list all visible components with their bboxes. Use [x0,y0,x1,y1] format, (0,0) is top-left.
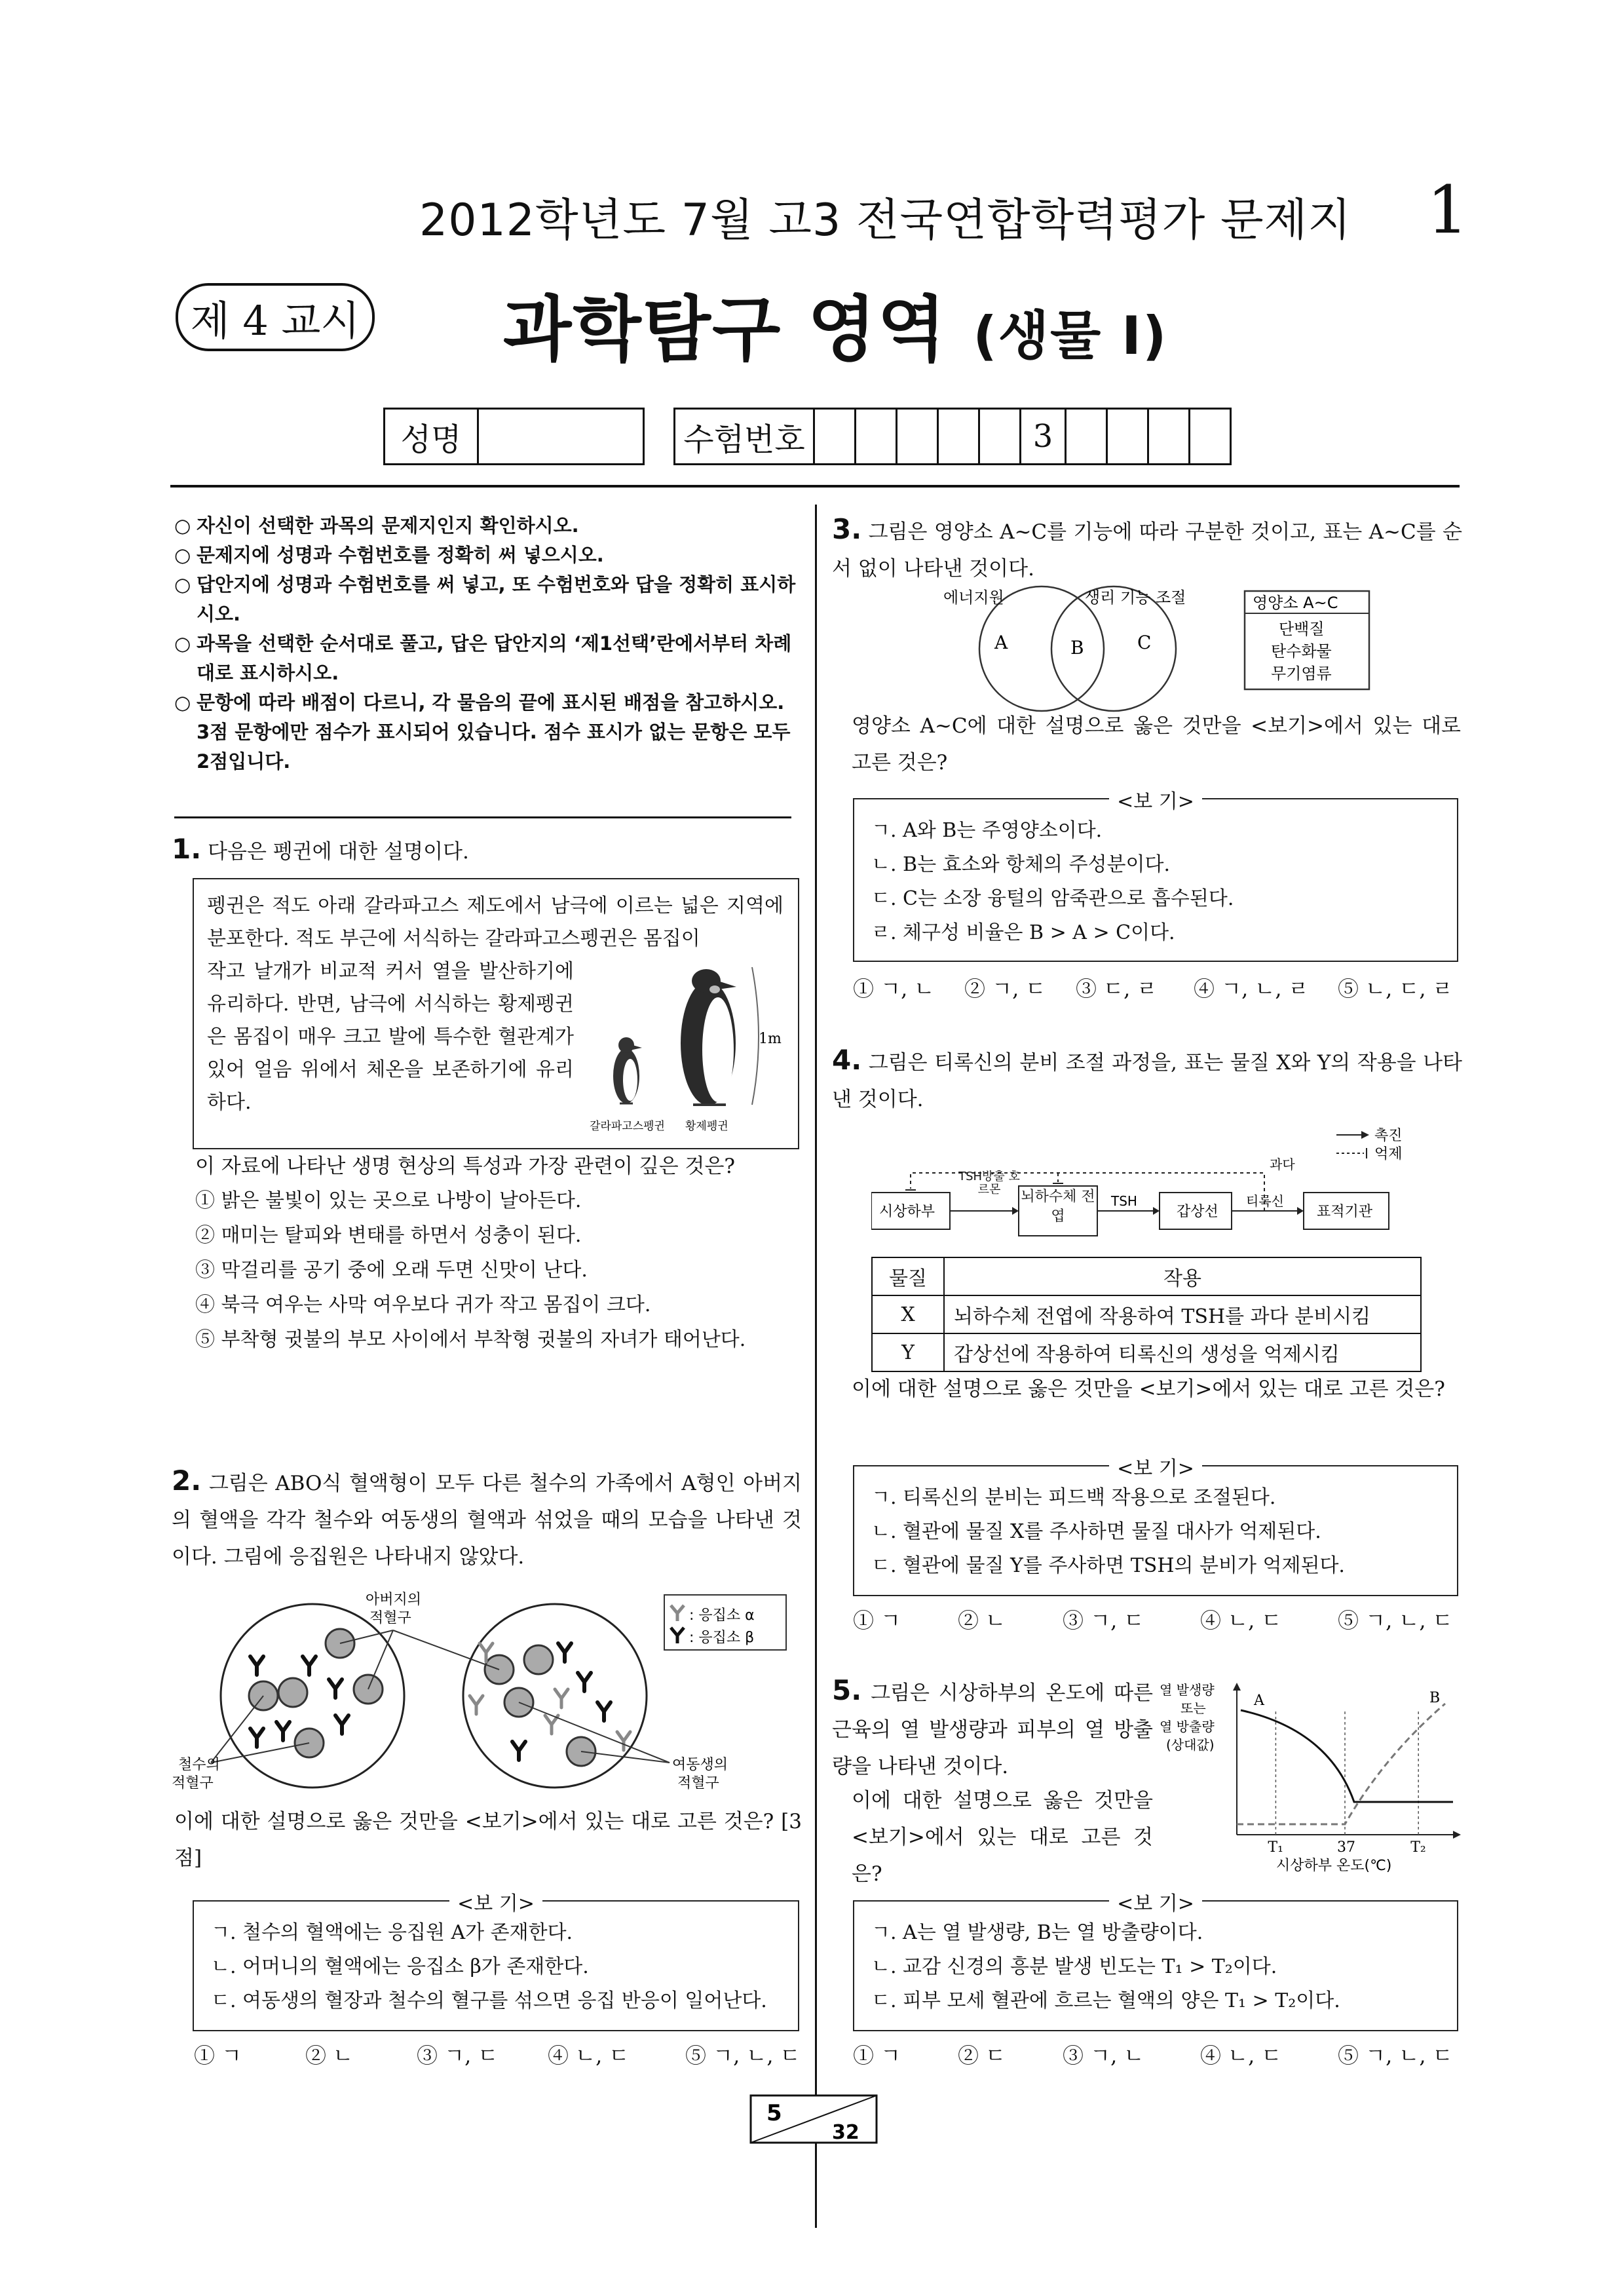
q1-option[interactable]: ④ 북극 여우는 사막 여우보다 귀가 작고 몸집이 크다. [195,1293,651,1316]
q1-fig-label-2: 황제펭귄 [685,1120,728,1133]
q3-table-head: 영양소 A~C [1253,594,1338,612]
q2-bogi-title: <보 기> [449,1892,542,1915]
q4-stem [832,1042,1462,1118]
q2-legend-beta: : 응집소 β [689,1630,755,1646]
instruction-item: ○ 과목을 선택한 순서대로 풀고, 답은 답안지의 ‘제1선택’란에서부터 차례대로 표시하시오. [174,629,803,688]
exam-number-cell[interactable] [1066,409,1107,465]
q2-question: 이에 대한 설명으로 옳은 것만을 <보기>에서 있는 대로 고른 것은? [3점] [174,1810,802,1870]
q2-fig-sister: 여동생의 [672,1757,728,1773]
q4-table-value: 뇌하수체 전엽에 작용하여 TSH를 과다 분비시킴 [944,1295,1421,1333]
q2-option[interactable]: ① ㄱ [194,2043,242,2068]
exam-number-cell[interactable] [814,409,856,465]
q3-bogi-item: ㄹ. 체구성 비율은 B > A > C이다. [871,921,1175,944]
subject-title [503,273,1168,374]
q2-option[interactable]: ② ㄴ [305,2043,354,2068]
chart-ylabel-line: (상대값) [1166,1737,1215,1753]
arrow-label: TSH방출 호르몬 [958,1170,1020,1196]
subject-sub: (생물 Ⅰ) [973,305,1168,366]
q2-number: 2. [172,1464,202,1497]
q5-chart [1158,1677,1466,1887]
arrow-label: 티록신 [1246,1193,1284,1209]
q2-option[interactable]: ⑤ ㄱ, ㄴ, ㄷ [685,2043,801,2068]
q1-fig-height: 1m [759,1031,782,1047]
q4-option[interactable]: ⑤ ㄱ, ㄴ, ㄷ [1338,1608,1453,1633]
exam-number-cell[interactable] [1148,409,1190,465]
page-current: 5 [766,2100,782,2126]
q2-bogi-item: ㄷ. 여동생의 혈장과 철수의 혈구를 섞으면 응집 반응이 일어난다. [211,1989,767,2012]
q4-option[interactable]: ② ㄴ [958,1608,1006,1633]
legend-promote: 촉진 [1374,1128,1403,1144]
q3-number: 3. [832,513,862,545]
q3-table-item: 탄수화물 [1271,642,1332,660]
exam-number-digit: 3 [1021,409,1066,465]
q3-options [853,972,1453,1003]
q5-stem [832,1672,1153,1785]
chart-y-arrow [1233,1683,1241,1691]
agglutination-figure [172,1591,807,1801]
q3-bogi-box [853,790,1458,962]
q4-options [853,1604,1453,1634]
q3-table-item: 단백질 [1279,620,1325,638]
arrow-label: TSH [1111,1193,1137,1209]
q4-stem-text: 그림은 티록신의 분비 조절 과정을, 표는 물질 X와 Y의 작용을 나타낸 것이다. [832,1051,1462,1111]
q2-options [194,2039,801,2069]
venn-c: C [1137,632,1152,653]
q5-option[interactable]: ① ㄱ [853,2043,901,2068]
q1-stem-text: 다음은 펭귄에 대한 설명이다. [208,840,469,864]
thyroxine-flow-diagram [871,1120,1461,1252]
q3-bogi-item: ㄱ. A와 B는 주영양소이다. [871,819,1103,842]
q4-bogi-item: ㄷ. 혈관에 물질 Y를 주사하면 TSH의 분비가 억제된다. [871,1554,1345,1577]
chart-series-b-label: B [1429,1690,1441,1706]
q3-bogi-item: ㄷ. C는 소장 융털의 암죽관으로 흡수된다. [871,887,1234,910]
exam-number-cell[interactable] [856,409,897,465]
exam-number-label: 수험번호 [675,409,814,465]
exam-number-box [673,408,1232,465]
instruction-item: ○ 답안지에 성명과 수험번호를 써 넣고, 또 수험번호와 답을 정확히 표시하시오. [174,570,803,629]
q3-option[interactable]: ④ ㄱ, ㄴ, ㄹ [1194,976,1309,1001]
venn-a: A [994,632,1008,653]
chart-ylabel-line: 열 방출량 [1160,1719,1215,1734]
page-number: 1 [1427,172,1469,248]
q1-option[interactable]: ② 매미는 탈피와 변태를 하면서 성충이 된다. [195,1224,582,1247]
beta-antibody-icon [671,1628,684,1643]
q3-question: 영양소 A~C에 대한 설명으로 옳은 것만을 <보기>에서 있는 대로 고른 것은? [852,714,1461,775]
name-field[interactable] [478,409,644,465]
exam-number-cell[interactable] [1107,409,1148,465]
q3-stem [832,511,1462,587]
q5-bogi-item: ㄴ. 교감 신경의 흥분 발생 빈도는 T₁ > T₂이다. [871,1955,1277,1978]
q5-number: 5. [832,1674,862,1706]
chart-series-a-line [1241,1710,1453,1802]
q5-stem-text: 그림은 시상하부의 온도에 따른 근육의 열 발생량과 피부의 열 방출량을 나타낸 것이다. [832,1681,1154,1778]
q1-options [195,1183,746,1357]
flow-node: 표적기관 [1317,1204,1373,1220]
name-label: 성명 [385,409,478,465]
q5-bogi-title: <보 기> [1109,1892,1202,1915]
galapagos-penguin-icon [613,1037,642,1103]
q1-option[interactable]: ① 밝은 불빛이 있는 곳으로 나방이 날아든다. [195,1189,582,1212]
q4-bogi-title: <보 기> [1109,1457,1202,1480]
instruction-item: ○ 문제지에 성명과 수험번호를 정확히 써 넣으시오. [174,541,803,570]
q1-question: 이 자료에 나타난 생명 현상의 특성과 가장 관련이 깊은 것은? [195,1155,736,1178]
flow-node: 뇌하수체 전엽 [1021,1189,1095,1225]
q1-number: 1. [172,833,202,865]
mix-circle-sister [463,1604,647,1788]
venn-b: B [1070,637,1084,659]
q2-legend-alpha: : 응집소 α [689,1607,755,1624]
q2-bogi-box [193,1892,799,2031]
q3-stem-text: 그림은 영양소 A~C를 기능에 따라 구분한 것이고, 표는 A~C를 순서 없이 나타낸 것이다. [832,520,1462,581]
q4-option[interactable]: ④ ㄴ, ㄷ [1200,1608,1282,1633]
subject-name: 과학탐구 영역 [503,289,947,371]
q2-fig-cheolsu2: 적혈구 [172,1775,214,1791]
q1-passage-b: 작고 날개가 비교적 커서 열을 발산하기에 유리하다. 반면, 남극에 서식하는 황제펭귄은 몸집이 매우 크고 발에 특수한 혈관계가 있어 얼음 위에서 체온을 보존하기에 유리하다. [207,960,574,1114]
q3-bogi-title: <보 기> [1109,790,1202,813]
q1-passage-box [193,878,799,1149]
session-label: 제 4 교시 [190,296,360,345]
exam-number-cell[interactable] [1190,409,1231,465]
chart-series-a-label: A [1254,1693,1264,1709]
q4-bogi-item: ㄱ. 티록신의 분비는 피드백 작용으로 조절된다. [871,1486,1276,1509]
header-divider [170,485,1460,488]
q4-table-key: X [872,1295,944,1333]
q1-passage-a: 펭귄은 적도 아래 갈라파고스 제도에서 남극에 이르는 넓은 지역에 분포한다. 적도 부근에 서식하는 갈라파고스펭귄은 몸집이 [207,894,784,950]
q4-bogi-item: ㄴ. 혈관에 물질 X를 주사하면 물질 대사가 억제된다. [871,1520,1321,1543]
instruction-item: ○ 문항에 따라 배점이 다르니, 각 물음의 끝에 표시된 배점을 참고하시오. 3점 문항에만 점수가 표시되어 있습니다. 점수 표시가 없는 문항은 모두 2점입니다. [174,688,803,776]
q2-stem-text: 그림은 ABO식 혈액형이 모두 다른 철수의 가족에서 A형인 아버지의 혈액을 각각 철수와 여동생의 혈액과 섞었을 때의 모습을 나타낸 것이다. 그림에 응집원은 나타내지 않았다. [172,1472,802,1569]
q3-table-item: 무기염류 [1271,664,1332,683]
q2-fig-father2: 적혈구 [369,1610,411,1626]
q3-option[interactable]: ① ㄱ, ㄴ [853,976,935,1001]
emperor-penguin-icon [681,969,736,1105]
legend-inhibit: 억제 [1374,1146,1403,1162]
exam-number-cell[interactable] [897,409,938,465]
column-divider [815,505,817,2228]
q1-option[interactable]: ⑤ 부착형 귓불의 부모 사이에서 부착형 귓불의 자녀가 태어난다. [195,1328,746,1351]
q3-option[interactable]: ② ㄱ, ㄷ [964,976,1046,1001]
flow-node: 시상하부 [879,1204,935,1220]
q2-bogi-item: ㄴ. 어머니의 혈액에는 응집소 β가 존재한다. [211,1955,589,1978]
q2-fig-cheolsu: 철수의 [178,1757,220,1773]
chart-tick-label: T₁ [1268,1839,1283,1856]
excess-label: 과다 [1270,1157,1295,1172]
q4-table [871,1257,1422,1372]
session-badge [176,283,375,351]
q5-options [853,2039,1453,2069]
q4-table-header: 작용 [944,1257,1421,1295]
q3-bogi-item: ㄴ. B는 효소와 항체의 주성분이다. [871,853,1171,876]
exam-title: 2012학년도 7월 고3 전국연합학력평가 문제지 [419,195,1352,246]
q2-stem [172,1463,802,1575]
q3-option[interactable]: ⑤ ㄴ, ㄷ, ㄹ [1338,976,1453,1001]
q5-bogi-item: ㄱ. A는 열 발생량, B는 열 방출량이다. [871,1921,1203,1944]
q2-option[interactable]: ④ ㄴ, ㄷ [548,2043,630,2068]
page-indicator [749,2094,878,2144]
q5-bogi-item: ㄷ. 피부 모세 혈관에 흐르는 혈액의 양은 T₁ > T₂이다. [871,1989,1340,2012]
q5-option[interactable]: ③ ㄱ, ㄴ [1063,2043,1144,2068]
q1-fig-label-1: 갈라파고스펭귄 [590,1120,665,1133]
q4-table-key: Y [872,1333,944,1371]
instructions-divider [174,816,791,818]
chart-series-b-line [1237,1704,1445,1824]
q2-fig-father: 아버지의 [366,1592,422,1608]
chart-ylabel-line: 열 발생량 [1160,1682,1215,1698]
chart-ylabel-line: 또는 [1180,1700,1206,1716]
q5-option[interactable]: ⑤ ㄱ, ㄴ, ㄷ [1338,2043,1453,2068]
q4-number: 4. [832,1044,862,1076]
exam-number-cell[interactable] [979,409,1021,465]
q4-table-header: 물질 [872,1257,944,1295]
chart-x-arrow [1453,1831,1461,1839]
chart-tick-label: T₂ [1410,1839,1426,1856]
q5-option[interactable]: ④ ㄴ, ㄷ [1200,2043,1282,2068]
q5-bogi-box [853,1892,1458,2031]
q4-bogi-box [853,1457,1458,1596]
q1-stem [172,831,469,870]
q5-option[interactable]: ② ㄷ [958,2043,1006,2068]
name-box [383,408,645,465]
venn-left-label: 에너지원 [943,588,1004,607]
q1-option[interactable]: ③ 막걸리를 공기 중에 오래 두면 신맛이 난다. [195,1259,588,1282]
q5-question: 이에 대한 설명으로 옳은 것만을 <보기>에서 있는 대로 고른 것은? [852,1789,1153,1886]
q2-bogi-item: ㄱ. 철수의 혈액에는 응집원 A가 존재한다. [211,1921,573,1944]
exam-number-cell[interactable] [938,409,979,465]
q4-question: 이에 대한 설명으로 옳은 것만을 <보기>에서 있는 대로 고른 것은? [852,1377,1445,1401]
q4-option[interactable]: ③ ㄱ, ㄷ [1063,1608,1144,1633]
nutrient-venn [917,583,1376,714]
q4-option[interactable]: ① ㄱ [853,1608,901,1633]
alpha-antibody-icon [671,1605,684,1621]
flow-node: 갑상선 [1177,1204,1218,1220]
instructions [174,511,803,776]
q4-table-value: 갑상선에 작용하여 티록신의 생성을 억제시킴 [944,1333,1421,1371]
venn-right-label: 생리 기능 조절 [1085,588,1186,607]
chart-xlabel: 시상하부 온도(℃) [1276,1858,1392,1874]
page-total: 32 [832,2121,859,2144]
q2-fig-sister2: 적혈구 [677,1775,719,1791]
q2-option[interactable]: ③ ㄱ, ㄷ [417,2043,499,2068]
q3-option[interactable]: ③ ㄷ, ㄹ [1076,976,1158,1001]
instruction-item: ○ 자신이 선택한 과목의 문제지인지 확인하시오. [174,511,803,541]
chart-tick-label: 37 [1337,1839,1355,1856]
penguin-figure [580,951,790,1148]
